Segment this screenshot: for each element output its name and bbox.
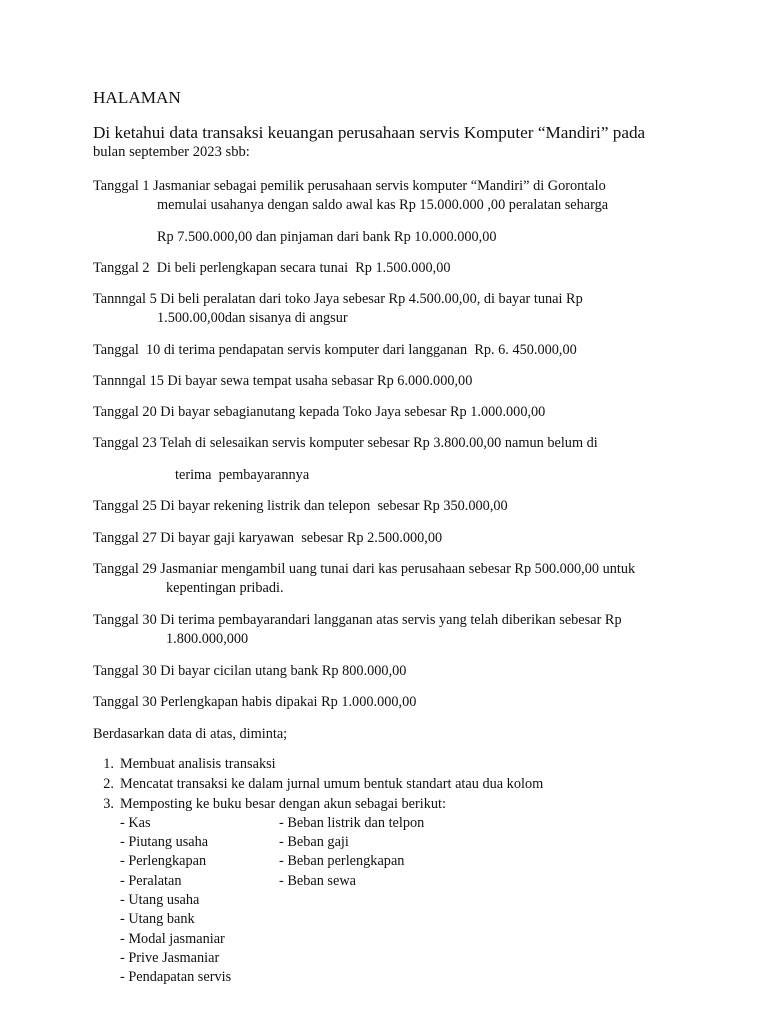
task-item xyxy=(90,795,446,813)
transaction-line: terima pembayarannya xyxy=(175,467,310,483)
transaction-line: 1.500.00,00dan sisanya di angsur xyxy=(157,310,348,326)
page-heading: HALAMAN xyxy=(93,88,181,107)
task-text: Mencatat transaksi ke dalam jurnal umum bentuk standart atau dua kolom xyxy=(120,776,544,792)
transaction-line: Tanggal 29 Jasmaniar mengambil uang tunai dari kas perusahaan sebesar Rp 500.000,00 untuk xyxy=(93,561,636,577)
instruction-text: Berdasarkan data di atas, diminta; xyxy=(93,726,288,742)
account-item: - Kas xyxy=(120,815,151,831)
task-item xyxy=(90,775,543,793)
transaction-line: Rp 7.500.000,00 dan pinjaman dari bank Rp 10.000.000,00 xyxy=(157,229,497,245)
account-item: - Beban gaji xyxy=(279,834,349,850)
transaction-line: Tanggal 1 Jasmaniar sebagai pemilik perusahaan servis komputer “Mandiri” di Gorontalo xyxy=(93,178,606,194)
transaction-line: Tanggal 20 Di bayar sebagianutang kepada Toko Jaya sebesar Rp 1.000.000,00 xyxy=(93,404,546,420)
transaction-line: Tannngal 15 Di bayar sewa tempat usaha sebasar Rp 6.000.000,00 xyxy=(93,373,473,389)
intro-line-2: bulan september 2023 sbb: xyxy=(93,144,250,160)
account-item: - Perlengkapan xyxy=(120,853,207,869)
transaction-line: 1.800.000,000 xyxy=(166,631,249,647)
intro-line-1: Di ketahui data transaksi keuangan perusahaan servis Komputer “Mandiri” pada xyxy=(93,123,646,142)
transaction-line: Tanggal 2 Di beli perlengkapan secara tunai Rp 1.500.000,00 xyxy=(93,260,451,276)
account-item: - Utang usaha xyxy=(120,892,200,908)
task-number: 3. xyxy=(103,796,114,812)
transaction-line: Tanggal 27 Di bayar gaji karyawan sebesar Rp 2.500.000,00 xyxy=(93,530,443,546)
account-item: - Beban listrik dan telpon xyxy=(279,815,425,831)
transaction-line: Tanggal 30 Perlengkapan habis dipakai Rp 1.000.000,00 xyxy=(93,694,417,710)
task-item xyxy=(90,755,276,773)
account-item: - Piutang usaha xyxy=(120,834,209,850)
task-number: 2. xyxy=(103,776,114,792)
transaction-line: Tanggal 30 Di bayar cicilan utang bank Rp 800.000,00 xyxy=(93,663,407,679)
account-item: - Beban perlengkapan xyxy=(279,853,405,869)
transaction-line: kepentingan pribadi. xyxy=(166,580,284,596)
account-item: - Beban sewa xyxy=(279,873,357,889)
transaction-line: Tannngal 5 Di beli peralatan dari toko Jaya sebesar Rp 4.500.00,00, di bayar tunai Rp xyxy=(93,291,583,307)
account-item: - Modal jasmaniar xyxy=(120,931,225,947)
account-item: - Prive Jasmaniar xyxy=(120,950,220,966)
task-number: 1. xyxy=(103,756,114,772)
task-text: Membuat analisis transaksi xyxy=(120,756,276,772)
transaction-line: Tanggal 30 Di terima pembayarandari langganan atas servis yang telah diberikan sebesar Rp xyxy=(93,612,622,628)
transaction-line: Tanggal 23 Telah di selesaikan servis komputer sebesar Rp 3.800.00,00 namun belum di xyxy=(93,435,598,451)
transaction-line: Tanggal 25 Di bayar rekening listrik dan telepon sebesar Rp 350.000,00 xyxy=(93,498,508,514)
account-item: - Pendapatan servis xyxy=(120,969,232,985)
transaction-line: Tanggal 10 di terima pendapatan servis komputer dari langganan Rp. 6. 450.000,00 xyxy=(93,342,577,358)
account-item: - Utang bank xyxy=(120,911,195,927)
task-text: Memposting ke buku besar dengan akun sebagai berikut: xyxy=(120,796,446,812)
transaction-line: memulai usahanya dengan saldo awal kas Rp 15.000.000 ,00 peralatan seharga xyxy=(157,197,609,213)
account-item: - Peralatan xyxy=(120,873,182,889)
